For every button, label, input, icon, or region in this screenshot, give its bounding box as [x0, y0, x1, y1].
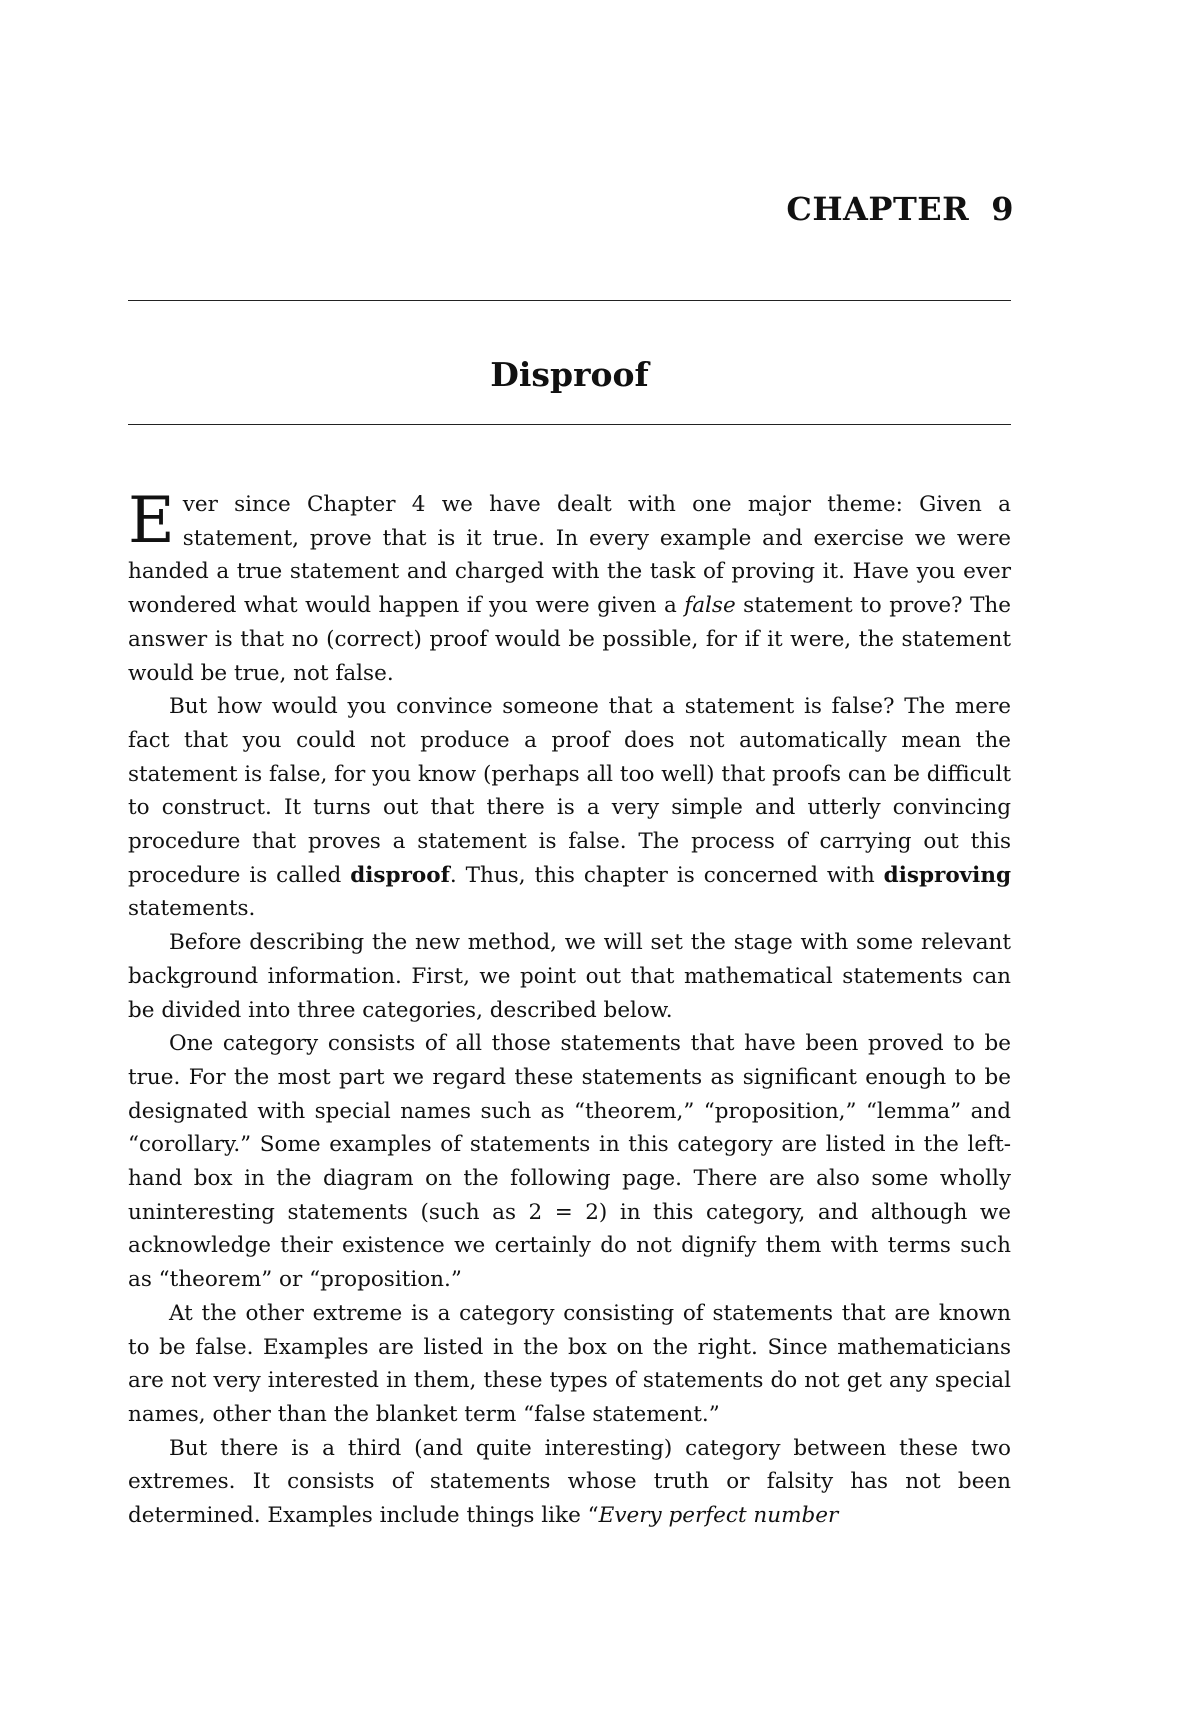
- paragraph-2-text-a: But how would you convince someone that a statement is false? The mere fact that you could not produce a proof does not automatically mean the statement is false, for you know (perhaps all too well) that proofs can be difficult to construct. It turns out that there is a very simple and utterly convincing procedure that proves a statement is false. The process of carrying out this procedure is called: [128, 694, 1011, 888]
- paragraph-4: One category consists of all those statements that have been proved to be true. For the most part we regard these statements as significant enough to be designated with special names such as “theorem,” “proposition,” “lemma” and “corollary.” Some examples of statements in this category are listed in the left-hand box in the diagram on the following page. There are also some wholly uninteresting statements (such as 2 = 2) in this category, and although we acknowledge their existence we certainly do not dignify them with terms such as “theorem” or “proposition.”: [128, 1031, 1011, 1293]
- paragraph-2-text-c: . Thus, this chapter is concerned with: [449, 862, 884, 888]
- paragraph-5: At the other extreme is a category consisting of statements that are known to be false. Examples are listed in the box on the right. Since mathematicians are not very interested in them, these types of statements do not get any special names, other than the blanket term “false statement.”: [128, 1300, 1011, 1427]
- paragraph-1-text-a: ver since Chapter 4 we have dealt with one major theme: Given a statement, prove that is it true. In every example and exercise we were handed a true statement and charged with the task of proving it. Have you ever wondered what would happen if you were given a: [128, 492, 1011, 619]
- paragraph-1-text-c: statement to prove? The answer is that no (correct) proof would be possible, for if it were, the statement would be true, not false.: [128, 593, 1011, 686]
- paragraph-2-text-e: statements.: [128, 896, 256, 922]
- paragraph-3: Before describing the new method, we will set the stage with some relevant background information. First, we point out that mathematical statements can be divided into three categories, described below.: [128, 930, 1011, 1023]
- emphasis-false: false: [684, 593, 736, 619]
- term-disproving: disproving: [883, 862, 1011, 888]
- title-rule-bottom: [128, 424, 1011, 425]
- paragraph-6-text-a: But there is a third (and quite interesting) category between these two extremes. It consists of statements whose truth or falsity has not been determined. Examples include things like “: [128, 1435, 1011, 1529]
- chapter-number: 9: [991, 190, 1014, 228]
- chapter-title: Disproof: [490, 355, 649, 394]
- chapter-heading: [786, 190, 1014, 228]
- paragraph-2: [128, 690, 1011, 926]
- chapter-label: CHAPTER: [786, 190, 970, 228]
- title-rule-top: [128, 300, 1011, 301]
- paragraph-1: [128, 484, 1011, 690]
- emphasis-perfect-number: Every perfect number: [598, 1503, 839, 1529]
- drop-cap: E: [128, 484, 175, 558]
- term-disproof: disproof: [350, 862, 450, 888]
- paragraph-6: [128, 1432, 1011, 1533]
- chapter-body: [128, 484, 1011, 1533]
